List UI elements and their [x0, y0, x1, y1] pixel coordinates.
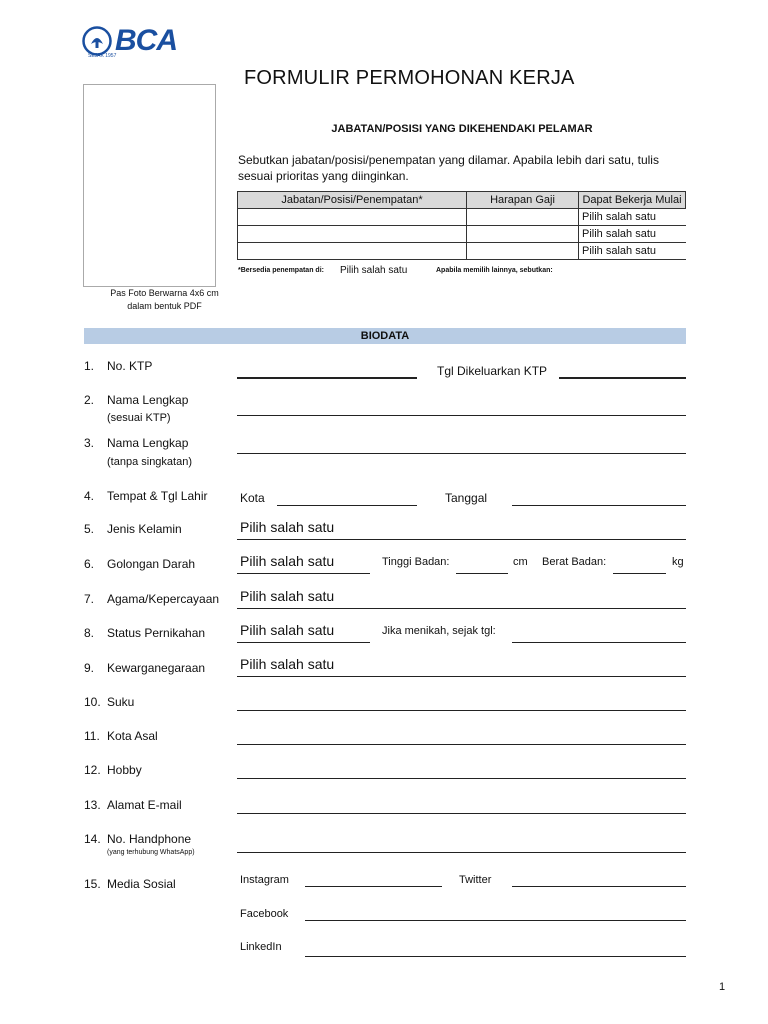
- col-header-start: Dapat Bekerja Mulai: [579, 192, 686, 209]
- table-row: [238, 243, 686, 260]
- married-since-input[interactable]: [512, 642, 686, 643]
- email-label: Alamat E-mail: [107, 798, 182, 812]
- linkedin-label: LinkedIn: [240, 941, 282, 953]
- full-name-label: Nama Lengkap: [107, 436, 189, 450]
- full-name-input[interactable]: [237, 453, 686, 454]
- field-number: 4.: [84, 489, 95, 503]
- field-number: 9.: [84, 661, 95, 675]
- phone-input[interactable]: [237, 852, 686, 853]
- logo-subtext: SEJAK 1957: [88, 53, 117, 59]
- ethnicity-input[interactable]: [237, 710, 686, 711]
- field-number: 1.: [84, 359, 95, 373]
- ktp-date-input[interactable]: [559, 377, 686, 379]
- col-header-position: Jabatan/Posisi/Penempatan*: [238, 192, 467, 209]
- instagram-input[interactable]: [305, 886, 442, 887]
- photo-caption-line-1: Pas Foto Berwarna 4x6 cm: [110, 288, 219, 298]
- social-media-label: Media Sosial: [107, 877, 176, 891]
- field-number: 13.: [84, 798, 101, 812]
- position-instruction: Sebutkan jabatan/posisi/penempatan yang dilamar. Apabila lebih dari satu, tulis sesuai prioritas yang diinginkan.: [238, 153, 659, 183]
- field-number: 8.: [84, 626, 95, 640]
- height-label: Tinggi Badan:: [382, 556, 450, 568]
- hobby-label: Hobby: [107, 763, 142, 777]
- field-number: 15.: [84, 877, 101, 891]
- start-select[interactable]: Pilih salah satu: [579, 226, 686, 243]
- blood-type-select[interactable]: Pilih salah satu: [240, 553, 335, 569]
- religion-select[interactable]: Pilih salah satu: [240, 588, 335, 604]
- birth-date-input[interactable]: [512, 505, 686, 506]
- photo-caption: [82, 287, 247, 313]
- hometown-label: Kota Asal: [107, 729, 158, 743]
- marital-underline: [237, 642, 370, 643]
- nationality-underline: [237, 676, 686, 677]
- birth-city-input[interactable]: [277, 505, 417, 506]
- ktp-label: No. KTP: [107, 359, 153, 373]
- nationality-select[interactable]: Pilih salah satu: [240, 656, 335, 672]
- table-row: [238, 209, 686, 226]
- blood-type-label: Golongan Darah: [107, 557, 196, 571]
- field-number: 12.: [84, 763, 101, 777]
- marital-select[interactable]: Pilih salah satu: [240, 622, 335, 638]
- weight-unit: kg: [672, 556, 684, 568]
- position-table-header: [238, 192, 686, 209]
- field-number: 10.: [84, 695, 101, 709]
- col-header-salary: Harapan Gaji: [467, 192, 579, 209]
- gender-select[interactable]: Pilih salah satu: [240, 519, 335, 535]
- facebook-label: Facebook: [240, 908, 289, 920]
- placement-select[interactable]: Pilih salah satu: [340, 265, 408, 276]
- birth-city-label: Kota: [240, 491, 265, 505]
- page-number: 1: [719, 981, 726, 993]
- field-number: 11.: [84, 729, 100, 743]
- religion-underline: [237, 608, 686, 609]
- ktp-input[interactable]: [237, 377, 417, 379]
- gender-underline: [237, 539, 686, 540]
- start-select[interactable]: Pilih salah satu: [579, 243, 686, 260]
- religion-label: Agama/Kepercayaan: [107, 592, 220, 606]
- phone-sublabel: (yang terhubung WhatsApp): [107, 849, 195, 856]
- salary-input[interactable]: [467, 226, 579, 243]
- field-number: 6.: [84, 557, 95, 571]
- photo-upload-box[interactable]: [83, 84, 216, 287]
- married-since-label: Jika menikah, sejak tgl:: [382, 625, 496, 637]
- email-input[interactable]: [237, 813, 686, 814]
- photo-caption-line-2: dalam bentuk PDF: [127, 301, 202, 311]
- hometown-input[interactable]: [237, 744, 686, 745]
- field-number: 14.: [84, 832, 101, 846]
- table-row: [238, 226, 686, 243]
- gender-label: Jenis Kelamin: [107, 522, 182, 536]
- position-input[interactable]: [238, 209, 467, 226]
- field-number: 7.: [84, 592, 95, 606]
- full-name-ktp-input[interactable]: [237, 415, 686, 416]
- position-section-header: JABATAN/POSISI YANG DIKEHENDAKI PELAMAR: [331, 123, 593, 135]
- birth-label: Tempat & Tgl Lahir: [107, 489, 208, 503]
- nationality-label: Kewarganegaraan: [107, 661, 206, 675]
- blood-type-underline: [237, 573, 370, 574]
- biodata-header: BIODATA: [84, 328, 686, 344]
- field-number: 5.: [84, 522, 95, 536]
- salary-input[interactable]: [467, 243, 579, 260]
- position-table: [237, 191, 686, 260]
- field-number: 3.: [84, 436, 95, 450]
- ktp-date-label: Tgl Dikeluarkan KTP: [437, 364, 548, 378]
- birth-date-label: Tanggal: [445, 491, 488, 505]
- twitter-input[interactable]: [512, 886, 686, 887]
- weight-label: Berat Badan:: [542, 556, 607, 568]
- height-unit: cm: [513, 556, 528, 568]
- placement-other-label: Apabila memilih lainnya, sebutkan:: [436, 267, 553, 274]
- start-select[interactable]: Pilih salah satu: [579, 209, 686, 226]
- position-input[interactable]: [238, 243, 467, 260]
- form-title: FORMULIR PERMOHONAN KERJA: [244, 67, 575, 89]
- full-name-ktp-label: Nama Lengkap: [107, 393, 189, 407]
- placement-label: *Bersedia penempatan di:: [238, 267, 324, 274]
- phone-label: No. Handphone: [107, 832, 192, 846]
- field-number: 2.: [84, 393, 95, 407]
- marital-label: Status Pernikahan: [107, 626, 206, 640]
- bca-logo: [82, 26, 182, 60]
- facebook-input[interactable]: [305, 920, 686, 921]
- position-input[interactable]: [238, 226, 467, 243]
- logo-text: BCA: [115, 24, 177, 57]
- ethnicity-label: Suku: [107, 695, 135, 709]
- twitter-label: Twitter: [459, 874, 492, 886]
- linkedin-input[interactable]: [305, 956, 686, 957]
- weight-input[interactable]: [613, 573, 666, 574]
- salary-input[interactable]: [467, 209, 579, 226]
- full-name-sublabel: (tanpa singkatan): [107, 456, 192, 468]
- full-name-ktp-sublabel: (sesuai KTP): [107, 412, 171, 424]
- bca-emblem-icon: [82, 26, 112, 56]
- hobby-input[interactable]: [237, 778, 686, 779]
- height-input[interactable]: [456, 573, 508, 574]
- instagram-label: Instagram: [240, 874, 289, 886]
